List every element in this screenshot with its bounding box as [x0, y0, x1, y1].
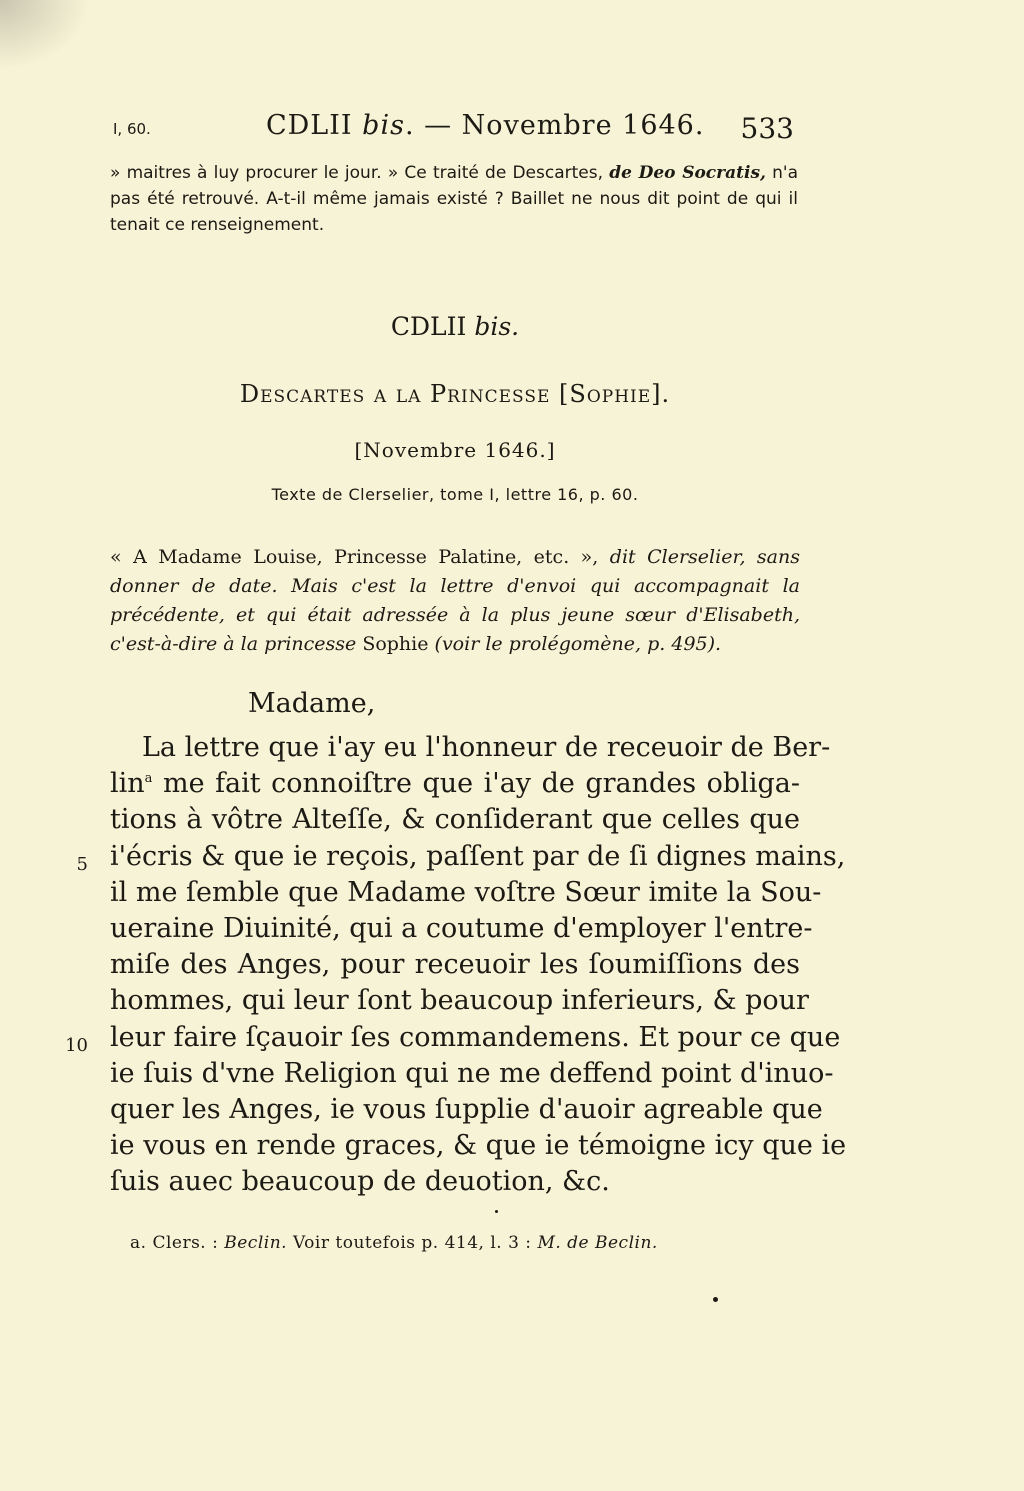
body-line: quer les Anges, ie vous ſupplie d'auoir agreable que [110, 1093, 823, 1125]
body-line: tions à vôtre Alteſſe, & conſiderant que celles que [110, 804, 800, 836]
body-line: miſe des Anges, pour receuoir les ſoumiſſions des [110, 949, 800, 981]
ink-speck [495, 1210, 498, 1213]
preceding-note: » maitres à luy procurer le jour. » Ce traité de Descartes, de Deo Socratis, n'a pas été retrouvé. A-t-il même jamais existé ? Baillet ne nous dit point de qui il tenait ce renseignement. [110, 163, 798, 235]
running-header [110, 110, 800, 146]
letter-date: [Novembre 1646.] [354, 438, 556, 462]
ink-speck [713, 1297, 718, 1302]
body-line: ſuis auec beaucoup de deuotion, &c. [110, 1166, 610, 1198]
body-line: lin$^a$ me fait connoiſtre que i'ay de grandes obliga- [110, 768, 800, 800]
footnote-marker: a [144, 771, 153, 787]
body-line: il me ſemble que Madame voſtre Sœur imite la Sou- [110, 876, 822, 908]
letter-number: CDLII bis. [390, 312, 520, 341]
page-number: 533 [740, 112, 794, 145]
header-title: CDLII bis. — Novembre 1646. [266, 110, 705, 141]
page-shadow [0, 0, 90, 70]
letter-body [65, 730, 847, 1200]
body-line: hommes, qui leur ſont beaucoup inferieurs, & pour [110, 985, 809, 1017]
salutation: Madame, [248, 688, 376, 719]
letter-address: Descartes a la Princesse [Sophie]. [239, 380, 671, 408]
header-reference: I, 60. [113, 120, 151, 138]
body-line: ie vous en rende graces, & que ie témoigne icy que ie [110, 1130, 847, 1162]
body-line: ueraine Diuinité, qui a coutume d'employer l'entre- [110, 912, 813, 944]
line-number: 5 [76, 853, 88, 875]
line-number: 10 [65, 1034, 88, 1056]
footnote: a. Clers. : Beclin. Voir toutefois p. 414, l. 3 : M. de Beclin. [130, 1233, 658, 1253]
letter-source: Texte de Clerselier, tome I, lettre 16, p. 60. [271, 485, 639, 504]
body-line: La lettre que i'ay eu l'honneur de receuoir de Ber- [142, 732, 831, 763]
editorial-intro: « A Madame Louise, Princesse Palatine, etc. », dit Clerselier, sans donner de date. Mais c'est la lettre d'envoi qui accompagnait la précédente, et qui était adressée à la plus jeune sœur d'Elisabeth, c'est-à-dire à la princesse Sophie (voir le prolégomène, p. 495). [110, 546, 800, 655]
body-line: ie ſuis d'vne Religion qui ne me deffend point d'inuo- [110, 1057, 834, 1089]
body-line: 5 i'écris & que ie reçois, paſſent par de ſi dignes mains, [110, 839, 800, 875]
body-line: 10 leur faire ſçauoir ſes commandemens. Et pour ce que [110, 1020, 800, 1056]
